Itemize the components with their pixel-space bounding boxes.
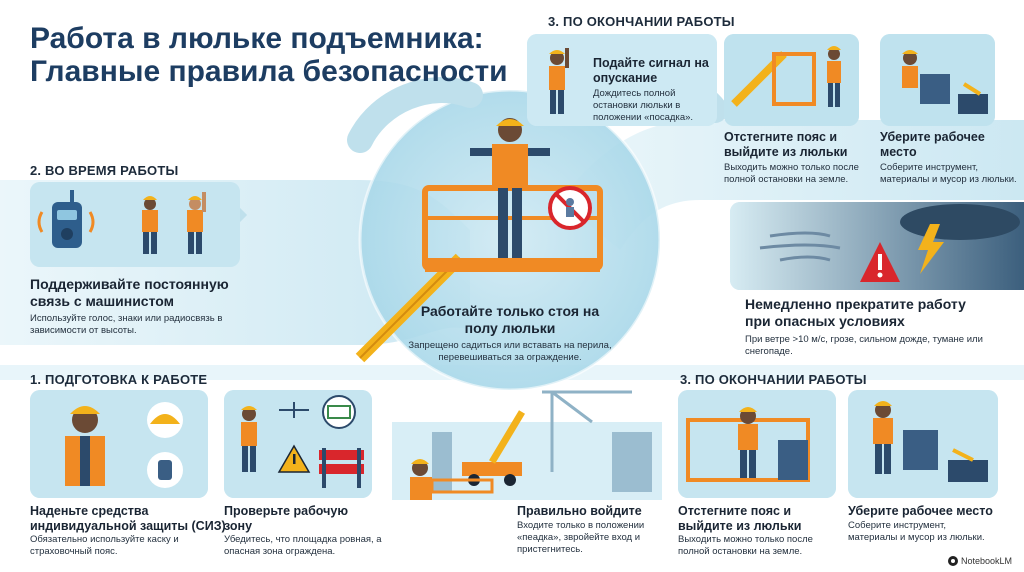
unclip-top-illustration [724,34,859,126]
danger-illustration [730,202,1024,290]
railing-icon [323,396,355,428]
center-lift-illustration [340,108,640,378]
unclip-top-heading: Отстегните пояс и выйдите из люльки [724,130,848,159]
clean-bottom-heading: Уберите рабочее место [848,504,993,518]
notebooklm-icon [948,556,958,566]
clean-top-illustration [880,34,995,126]
signal-text: Дождитесь полной остановки люльки в положении «посадка». [593,88,694,123]
ppe-text: Обязательно используйте каску и страховочный пояс. [30,534,179,557]
no-sitting-icon [550,188,590,228]
glove-icon [147,452,183,488]
clean-top-text: Соберите инструмент, материалы и мусор из люльки. [880,162,1017,185]
clean-bottom-illustration [848,390,998,498]
center-text: Запрещено садиться или вставать на перила, перевешиваться за ограждение. [408,340,612,363]
danger-heading: Немедленно прекратите работу при опасных условиях [745,296,966,329]
page-title: Работа в люльке подъемника: Главные правила безопасности [30,22,508,88]
clean-bottom-text: Соберите инструмент, материалы и мусор из люльки. [848,520,985,543]
enter-heading: Правильно войдите [517,504,642,518]
section-title-during-work: 2. ВО ВРЕМЯ РАБОТЫ [30,163,179,178]
check-zone-text: Убедитесь, что площадка ровная, а опасная зона ограждена. [224,534,382,557]
danger-text: При ветре >10 м/с, грозе, сильном дожде, тумане или снегопаде. [745,334,983,357]
enter-lift-illustration [392,382,662,500]
section-title-preparation: 1. ПОДГОТОВКА К РАБОТЕ [30,372,208,387]
enter-text: Входите только в положении «пеадка», звройейте вход и пристегнитесь. [517,520,645,555]
section-title-end-top: 3. ПО ОКОНЧАНИИ РАБОТЫ [548,14,735,29]
signal-heading: Подайте сигнал на опускание [593,56,709,85]
unclip-top-text: Выходить можно только после полной остановки на земле. [724,162,859,185]
brand-label: NotebookLM [960,556,1012,566]
ppe-illustration [30,390,208,498]
during-work-heading: Поддерживайте постоянную связь с машинистом [30,276,229,309]
check-zone-heading: Проверьте рабочую зону [224,504,349,533]
section-title-end-bottom: 3. ПО ОКОНЧАНИИ РАБОТЫ [680,372,867,387]
ppe-heading: Наденьте средства индивидуальной защиты (СИЗ) [30,504,226,533]
clean-top-heading: Уберите рабочее место [880,130,985,159]
signal-card [527,34,717,126]
during-work-illustration [30,182,240,267]
during-work-text: Используйте голос, знаки или радиосвязь в зависимости от высоты. [30,313,223,336]
unclip-bottom-illustration [678,390,836,498]
unclip-bottom-heading: Отстегните пояс и выйдите из люльки [678,504,802,533]
helmet-icon [147,402,183,438]
brand-logo [948,556,1012,566]
unclip-bottom-text: Выходить можно только после полной остановки на земле. [678,534,813,557]
check-zone-illustration [224,390,372,498]
center-heading: Работайте только стоя на полу люльки [420,303,600,336]
